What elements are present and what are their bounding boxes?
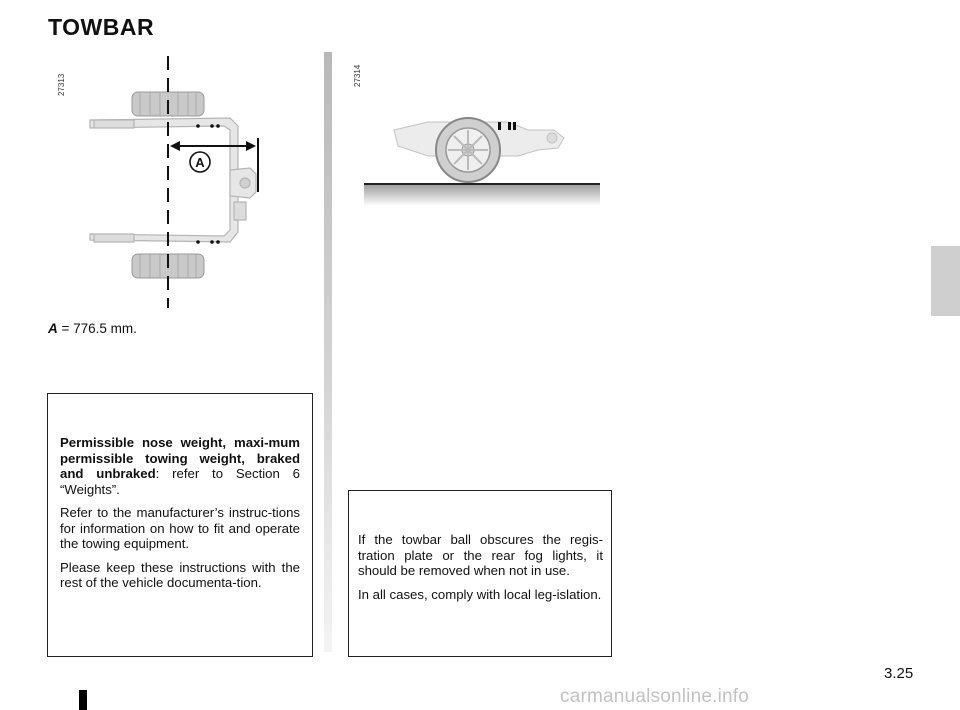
weights-bold-lead: Permissible nose weight, maxi-mum permissible towing weight, braked and unbraked [60,435,300,481]
mounting-bolts [196,124,220,244]
ground-shadow [364,184,600,206]
towbar-frame [90,118,256,242]
figure-code-top-view: 27313 [57,73,66,96]
dimension-marker-label: A [195,155,205,170]
watermark-text: carmanualsonline.info [560,686,750,707]
keep-instructions-paragraph: Please keep these instructions with the rest of the vehicle documenta-tion. [60,559,300,590]
dimension-caption [48,321,137,336]
manufacturer-instructions-paragraph: Refer to the manufacturer’s instruc-tions for information on how to fit and operate the towing equipment. [60,505,300,551]
margin-marker [79,690,87,710]
column-divider [324,52,332,652]
towbar-top-view-illustration [80,52,280,314]
towbar-ball-notice-box [348,490,612,657]
wheel [436,118,500,182]
dimension-label: A [48,321,58,336]
towbar-ball-paragraph: If the towbar ball obscures the regis-tration plate or the rear fog lights, it should be removed when not in use. [358,532,603,578]
local-legislation-paragraph: In all cases, comply with local leg-islation. [358,586,602,602]
dimension-value: = 776.5 mm. [57,321,137,336]
section-thumb-tab [931,246,960,316]
figure-code-side-view: 27314 [353,64,362,87]
page-title: TOWBAR [48,14,155,40]
weights-paragraph [60,435,300,497]
towbar-side-view-illustration [358,100,608,210]
weights-lead-rest: : refer to Section 6 “Weights”. [60,466,300,497]
weights-notice-box [47,393,313,657]
page-number: 3.25 [884,665,914,682]
